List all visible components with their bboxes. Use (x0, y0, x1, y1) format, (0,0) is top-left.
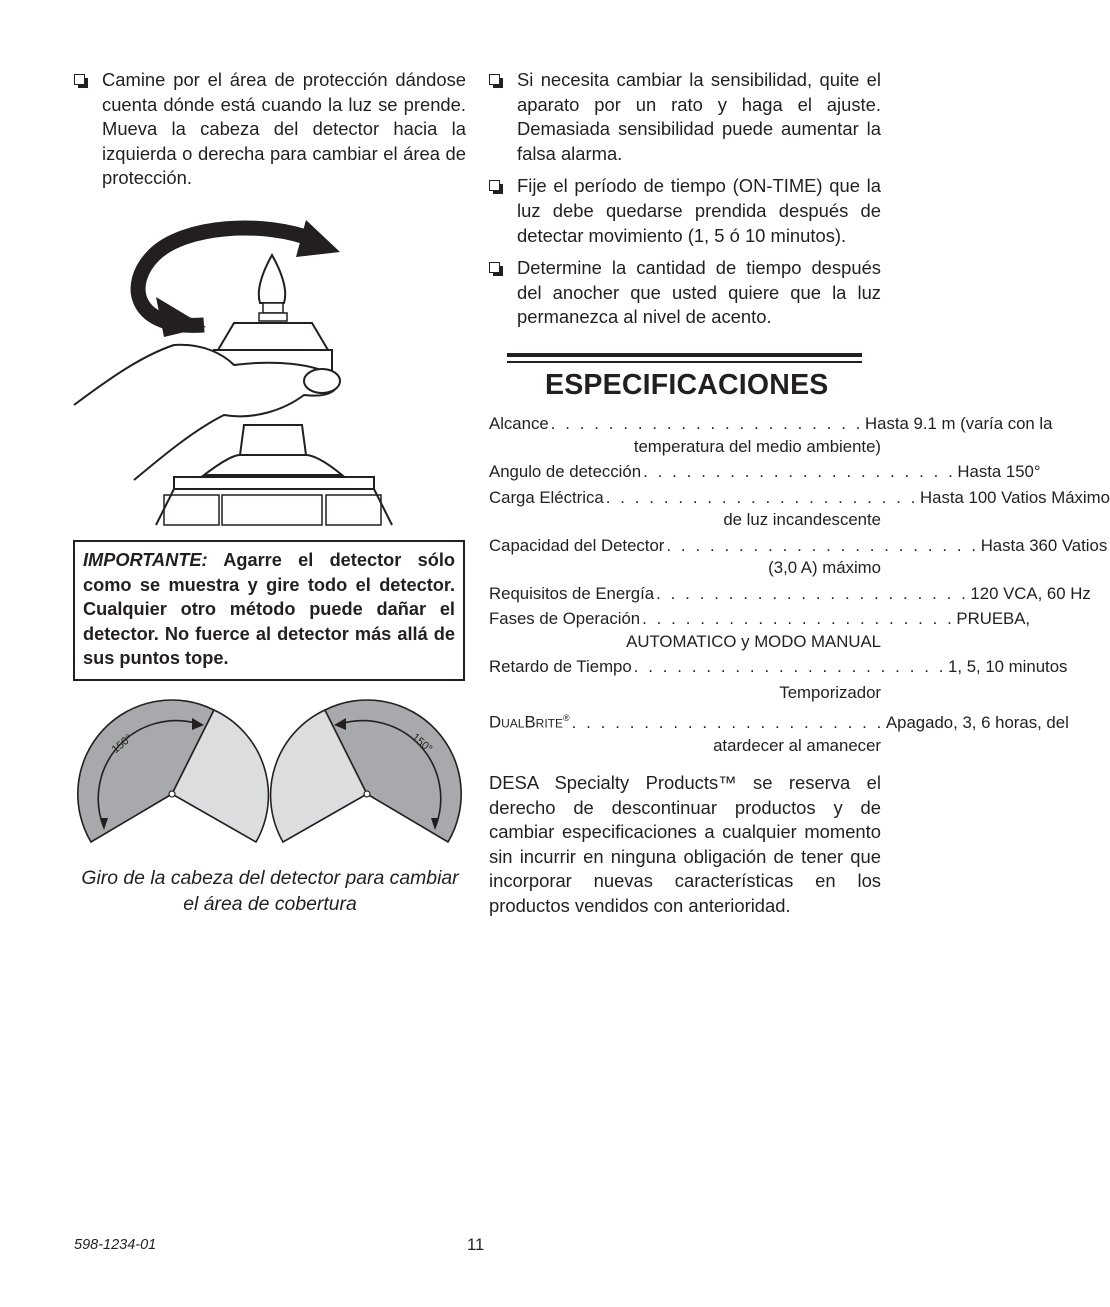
right-bullet-3 (489, 256, 881, 330)
spec-value: 120 VCA, 60 Hz (970, 583, 1091, 603)
angle-label-left: 150° (109, 732, 135, 756)
lantern-neck (240, 425, 306, 455)
bulb-finial-icon (259, 255, 286, 303)
spec-value-continued: atardecer al amanecer (713, 736, 881, 756)
spec-value: Apagado, 3, 6 horas, del (885, 712, 1069, 732)
specifications-heading: ESPECIFICACIONES (545, 369, 829, 401)
left-bullet-1 (74, 68, 466, 191)
page-number: 11 (467, 1236, 485, 1254)
spec-value-continued: (3,0 A) máximo (768, 558, 881, 577)
right-bullet-3-text: Determine la cantidad de tiempo después del anocher que usted quiere que la luz permanezca al nivel de acento. (517, 257, 881, 328)
spec-label: Capacidad del Detector (489, 535, 665, 555)
spec-label: Carga Eléctrica (489, 487, 604, 507)
spec-label: Alcance (489, 414, 549, 433)
spec-label: Angulo de detección (489, 462, 642, 481)
angle-label-right: 150° (409, 731, 435, 756)
important-lead: IMPORTANTE: (83, 550, 208, 570)
right-bullet-2-text: Fije el período de tiempo (ON-TIME) que la luz debe quedarse prendida después de detectar movimiento (1, 5 ó 10 minutos). (517, 175, 881, 246)
coverage-fan-left (78, 700, 269, 842)
right-bullet-2 (489, 174, 881, 248)
right-bullet-1 (489, 68, 881, 166)
section-divider-thick (507, 353, 862, 357)
spec-value-continued: de luz incandescente (723, 510, 881, 529)
spec-row (489, 682, 881, 705)
left-bullet-1-text: Camine por el área de protección dándose cuenta dónde está cuando la luz se prende. Mueva la cabeza del detector hacia la izquierda o derecha para cambiar el área de protección. (102, 69, 466, 189)
spec-row: DUALBRITE® . . . . . . . . . . . . . . . . . . . . . . Apagado, 3, 6 horas, del atardecer al amanecer (489, 707, 881, 758)
spec-row: Requisitos de Energía . . . . . . . . . . . . . . . . . . . . . . 120 VCA, 60 Hz (489, 583, 881, 606)
right-column (489, 68, 881, 338)
section-divider-thin (507, 361, 862, 363)
spec-label: Requisitos de Energía (489, 583, 655, 603)
spec-row: Alcance . . . . . . . . . . . . . . . . . . . . . . Hasta 9.1 m (varía con la temperatura del medio ambiente) (489, 413, 881, 458)
spec-row: Angulo de detección . . . . . . . . . . . . . . . . . . . . . . Hasta 150° (489, 461, 881, 484)
spec-label: Fases de Operación (489, 609, 641, 628)
spec-label: Temporizador (779, 682, 881, 702)
spec-value-continued: AUTOMATICO y MODO MANUAL (626, 631, 881, 651)
spec-row: Carga Eléctrica . . . . . . . . . . . . . . . . . . . . . . Hasta 100 Vatios Máximo de luz incandescente (489, 487, 881, 532)
spec-value: 1, 5, 10 minutos (948, 657, 1068, 676)
checkbox-icon (489, 180, 500, 191)
spec-row: Fases de Operación . . . . . . . . . . . . . . . . . . . . . . PRUEBA, AUTOMATICO y MODO MANUAL (489, 608, 881, 653)
document-code: 598-1234-01 (74, 1237, 157, 1253)
detector-head (218, 323, 328, 350)
left-column (74, 68, 466, 199)
checkbox-icon (489, 262, 500, 273)
disclaimer-paragraph: DESA Specialty Products™ se reserva el derecho de descontinuar productos y de cambiar especificaciones a cualquier momento sin incurrir en ninguna obligación de tener que incorporar nuevas características en los productos vendidos con anterioridad. (489, 772, 881, 916)
spec-value: PRUEBA, (956, 609, 1031, 628)
spec-value-continued: temperatura del medio ambiente) (633, 436, 881, 456)
right-bullet-1-text: Si necesita cambiar la sensibilidad, quite el aparato por un rato y haga el ajuste. Demasiada sensibilidad puede aumentar la falsa alarma. (517, 69, 881, 164)
checkbox-icon (74, 74, 85, 85)
coverage-fan-right (271, 700, 462, 842)
important-text: Agarre el detector sólo como se muestra y gire todo el detector. Cualquier otro método puede dañar el detector. No fuerce al detector más allá de sus puntos tope. (83, 550, 455, 669)
rotation-arrowhead-right (296, 220, 340, 257)
spec-row: Retardo de Tiempo . . . . . . . . . . . . . . . . . . . . . . 1, 5, 10 minutos (489, 656, 881, 679)
important-notice-box (73, 540, 465, 681)
specifications-list (489, 413, 1110, 761)
spec-label: Retardo de Tiempo (489, 657, 632, 676)
spec-value: Hasta 9.1 m (varía con la (865, 414, 1053, 433)
coverage-caption: Giro de la cabeza del detector para cambiar el área de cobertura (81, 867, 459, 915)
spec-value: Hasta 360 Vatios (980, 535, 1108, 555)
coverage-diagrams (74, 700, 466, 860)
checkbox-icon (489, 74, 500, 85)
spec-row: Capacidad del Detector . . . . . . . . . . . . . . . . . . . . . . Hasta 360 Vatios (3,0 A) máximo (489, 535, 881, 580)
detector-rotation-illustration (74, 215, 466, 525)
spec-label-dualbrite: DUALBRITE® (489, 712, 570, 732)
spec-value: Hasta 150° (957, 462, 1041, 481)
spec-value: Hasta 100 Vatios Máximo (920, 487, 1110, 507)
